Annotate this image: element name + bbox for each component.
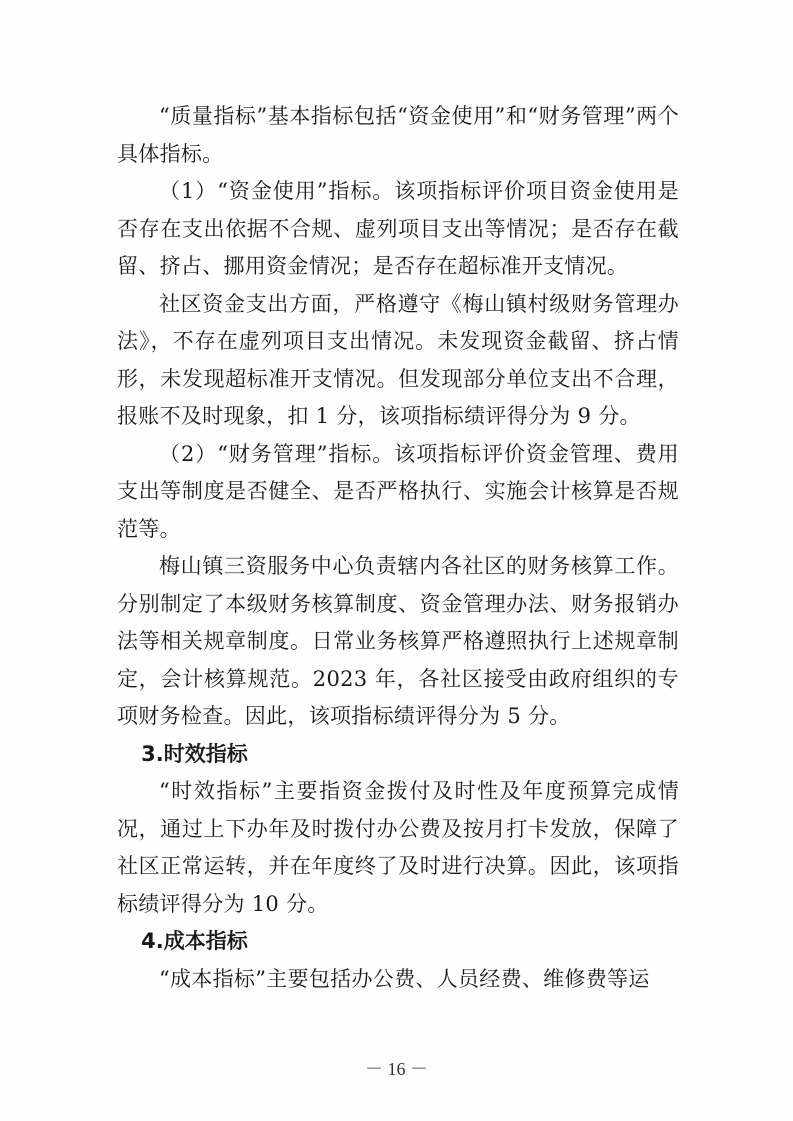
paragraph-accounting-center: 梅山镇三资服务中心负责辖内各社区的财务核算工作。分别制定了本级财务核算制度、资金管理办法、财务报销办法等相关规章制度。日常业务核算严格遵照执行上述规章制定，会计核算规范。2023 年，各社区接受由政府组织的专项财务检查。因此，该项指标绩评得分为 5 分。 <box>117 554 679 728</box>
paragraph-quality-indicator: “质量指标”基本指标包括“资金使用”和“财务管理”两个具体指标。 <box>117 104 679 166</box>
paragraph-financial-management: （2）“财务管理”指标。该项指标评价资金管理、费用支出等制度是否健全、是否严格执行、实施会计核算是否规范等。 <box>117 441 679 541</box>
paragraph-timeliness: “时效指标”主要指资金拨付及时性及年度预算完成情况，通过上下办年及时拨付办公费及按月打卡发放，保障了社区正常运转，并在年度终了及时进行决算。因此，该项指标绩评得分为 10 分。 <box>117 779 679 916</box>
heading-cost-indicator: 4.成本指标 <box>141 929 248 953</box>
page-number: － 16 － <box>365 1059 428 1079</box>
heading-timeliness-indicator: 3.时效指标 <box>141 741 248 766</box>
paragraph-fund-usage: （1）“资金使用”指标。该项指标评价项目资金使用是否存在支出依据不合规、虚列项目支出等情况；是否存在截留、挤占、挪用资金情况；是否存在超标准开支情况。 <box>117 179 679 278</box>
paragraph-cost: “成本指标”主要包括办公费、人员经费、维修费等运 <box>159 966 650 991</box>
paragraph-community-expenditure: 社区资金支出方面，严格遵守《梅山镇村级财务管理办法》，不存在虚列项目支出情况。未发现资金截留、挤占情形，未发现超标准开支情况。但发现部分单位支出不合理，报账不及时现象，扣 1 分，该项指标绩评得分为 9 分。 <box>117 291 679 428</box>
document-body <box>117 98 679 998</box>
